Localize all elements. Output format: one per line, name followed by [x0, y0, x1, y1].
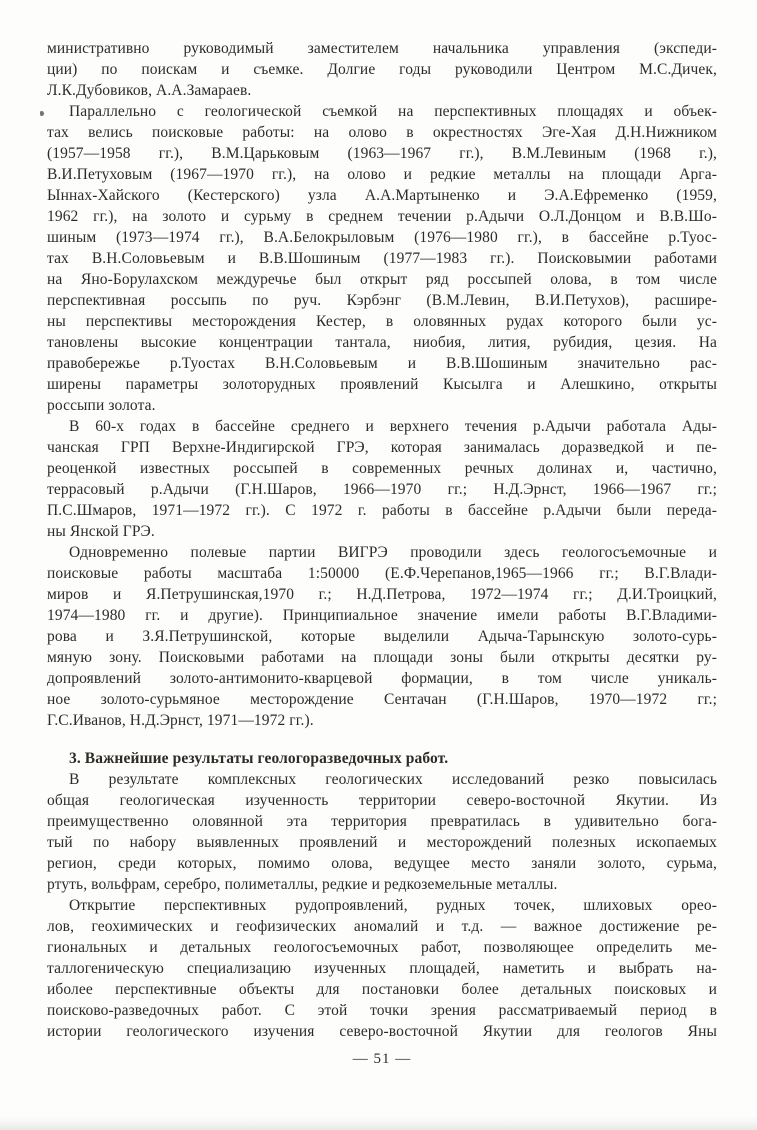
text-line: на Яно-Борулахском междуречье был открыт ряд россыпей олова, в том числе	[47, 271, 717, 288]
text-line: министративно руководимый заместителем начальника управления (экспеди-	[47, 40, 717, 57]
text-line: россыпи золота.	[47, 397, 156, 414]
text-line: ции) по поискам и съемке. Долгие годы руководили Центром М.С.Дичек,	[47, 61, 717, 78]
text-line: чанская ГРП Верхне-Индигирской ГРЭ, которая занималась доразведкой и пе-	[47, 439, 717, 456]
text-line: таллогеническую специализацию изученных площадей, наметить и выбрать на-	[47, 960, 717, 977]
paragraph	[47, 542, 717, 731]
text-line: тый по набору выявленных проявлений и месторождений полезных ископаемых	[47, 834, 717, 851]
text-line: лов, геохимических и геофизических аномалий и т.д. — важное достижение ре-	[47, 918, 717, 935]
text-line: В 60-х годах в бассейне среднего и верхнего течения р.Адычи работала Ады-	[69, 418, 717, 435]
text-line: иболее перспективные объекты для постановки более детальных поисковых и	[47, 981, 717, 998]
text-line: шиным (1973—1974 гг.), В.А.Белокрыловым (1976—1980 гг.), в бассейне р.Туос-	[47, 229, 717, 246]
text-line: террасовый р.Адычи (Г.Н.Шаров, 1966—1970 гг.; Н.Д.Эрнст, 1966—1967 гг.;	[47, 481, 717, 498]
paragraph	[47, 769, 717, 895]
text-line: перспективная россыпь по руч. Кэрбэнг (В.М.Левин, В.И.Петухов), расшире-	[47, 292, 717, 309]
text-line: ное золото-сурьмяное месторождение Сентачан (Г.Н.Шаров, 1970—1972 гг.;	[47, 691, 717, 708]
text-line: ширены параметры золоторудных проявлений Кысылга и Алешкино, открыты	[47, 376, 717, 393]
text-line: регион, среди которых, помимо олова, ведущее место заняли золото, сурьма,	[47, 855, 717, 872]
scan-bottom-shadow	[0, 1116, 757, 1130]
text-line: 1974—1980 гг. и другие). Принципиальное значение имели работы В.Г.Владими-	[47, 607, 717, 624]
text-line: Л.К.Дубовиков, А.А.Замараев.	[47, 82, 252, 99]
text-line: Ыннах-Хайского (Кестерского) узла А.А.Мартыненко и Э.А.Ефременко (1959,	[47, 187, 717, 204]
text-line: Г.С.Иванов, Н.Д.Эрнст, 1971—1972 гг.).	[47, 712, 314, 729]
text-line: преимущественно оловянной эта территория превратилась в удивительно бога-	[47, 813, 717, 830]
text-line: П.С.Шмаров, 1971—1972 гг.). С 1972 г. работы в бассейне р.Адычи были переда-	[47, 502, 717, 519]
paragraph	[47, 38, 717, 101]
page-number: — 51 —	[352, 1051, 412, 1067]
text-line: Параллельно с геологической съемкой на перспективных площадях и объек-	[69, 103, 717, 120]
text-line: правобережье р.Туостах В.Н.Соловьевым и В.В.Шошиным значительно рас-	[47, 355, 717, 372]
text-line: мяную зону. Поисковыми работами на площади зоны были открыты десятки ру-	[47, 649, 717, 666]
text-line: поисковые работы масштаба 1:50000 (Е.Ф.Черепанов,1965—1966 гг.; В.Г.Влади-	[47, 565, 717, 582]
paragraph	[47, 416, 717, 542]
text-line: тановлены высокие концентрации тантала, ниобия, лития, рубидия, цезия. На	[47, 334, 717, 351]
text-line: тах В.Н.Соловьевым и В.В.Шошиным (1977—1983 гг.). Поисковымии работами	[47, 250, 717, 267]
text-line: общая геологическая изученность территории северо-восточной Якутии. Из	[47, 792, 717, 809]
text-line: ны перспективы месторождения Кестер, в оловянных рудах которого были ус-	[47, 313, 717, 330]
page-text-column	[47, 38, 717, 1070]
text-line: ны Янской ГРЭ.	[47, 523, 155, 540]
section-heading	[47, 748, 717, 769]
text-line: поисково-разведочных работ. С этой точки зрения рассматриваемый период в	[47, 1002, 717, 1019]
text-line: истории геологического изучения северо-восточной Якутии для геологов Яны	[47, 1023, 717, 1040]
text-line: миров и Я.Петрушинская,1970 г.; Н.Д.Петрова, 1972—1974 гг.; Д.И.Троицкий,	[47, 586, 717, 603]
text-line: гиональных и детальных геологосъемочных работ, позволяющее определить ме-	[47, 939, 717, 956]
heading-line: 3. Важнейшие результаты геологоразведочных работ.	[69, 750, 449, 767]
text-line: В.И.Петуховым (1967—1970 гг.), на олово и редкие металлы на площади Арга-	[47, 166, 717, 183]
paragraph	[47, 895, 717, 1042]
text-line: ртуть, вольфрам, серебро, полиметаллы, редкие и редкоземельные металлы.	[47, 876, 558, 893]
text-line: В результате комплексных геологических исследований резко повысилась	[69, 771, 717, 788]
text-line: (1957—1958 гг.), В.М.Царьковым (1963—1967 гг.), В.М.Левиным (1968 г.),	[47, 145, 717, 162]
text-line: рова и З.Я.Петрушинской, которые выделили Адыча-Тарынскую золото-сурь-	[47, 628, 717, 645]
text-line: тах велись поисковые работы: на олово в окрестностях Эге-Хая Д.Н.Нижником	[47, 124, 717, 141]
text-line: 1962 гг.), на золото и сурьму в среднем течении р.Адычи О.Л.Донцом и В.В.Шо-	[47, 208, 717, 225]
text-line: Открытие перспективных рудопроявлений, рудных точек, шлиховых орео-	[69, 897, 717, 914]
body-text	[47, 38, 717, 1042]
text-line: допроявлений золото-антимонито-кварцевой формации, в том числе уникаль-	[47, 670, 717, 687]
scan-speck-artifact	[40, 111, 44, 116]
text-line: Одновременно полевые партии ВИГРЭ проводили здесь геологосъемочные и	[69, 544, 717, 561]
paragraph	[47, 101, 717, 416]
text-line: реоценкой известных россыпей в современных речных долинах и, частично,	[47, 460, 717, 477]
